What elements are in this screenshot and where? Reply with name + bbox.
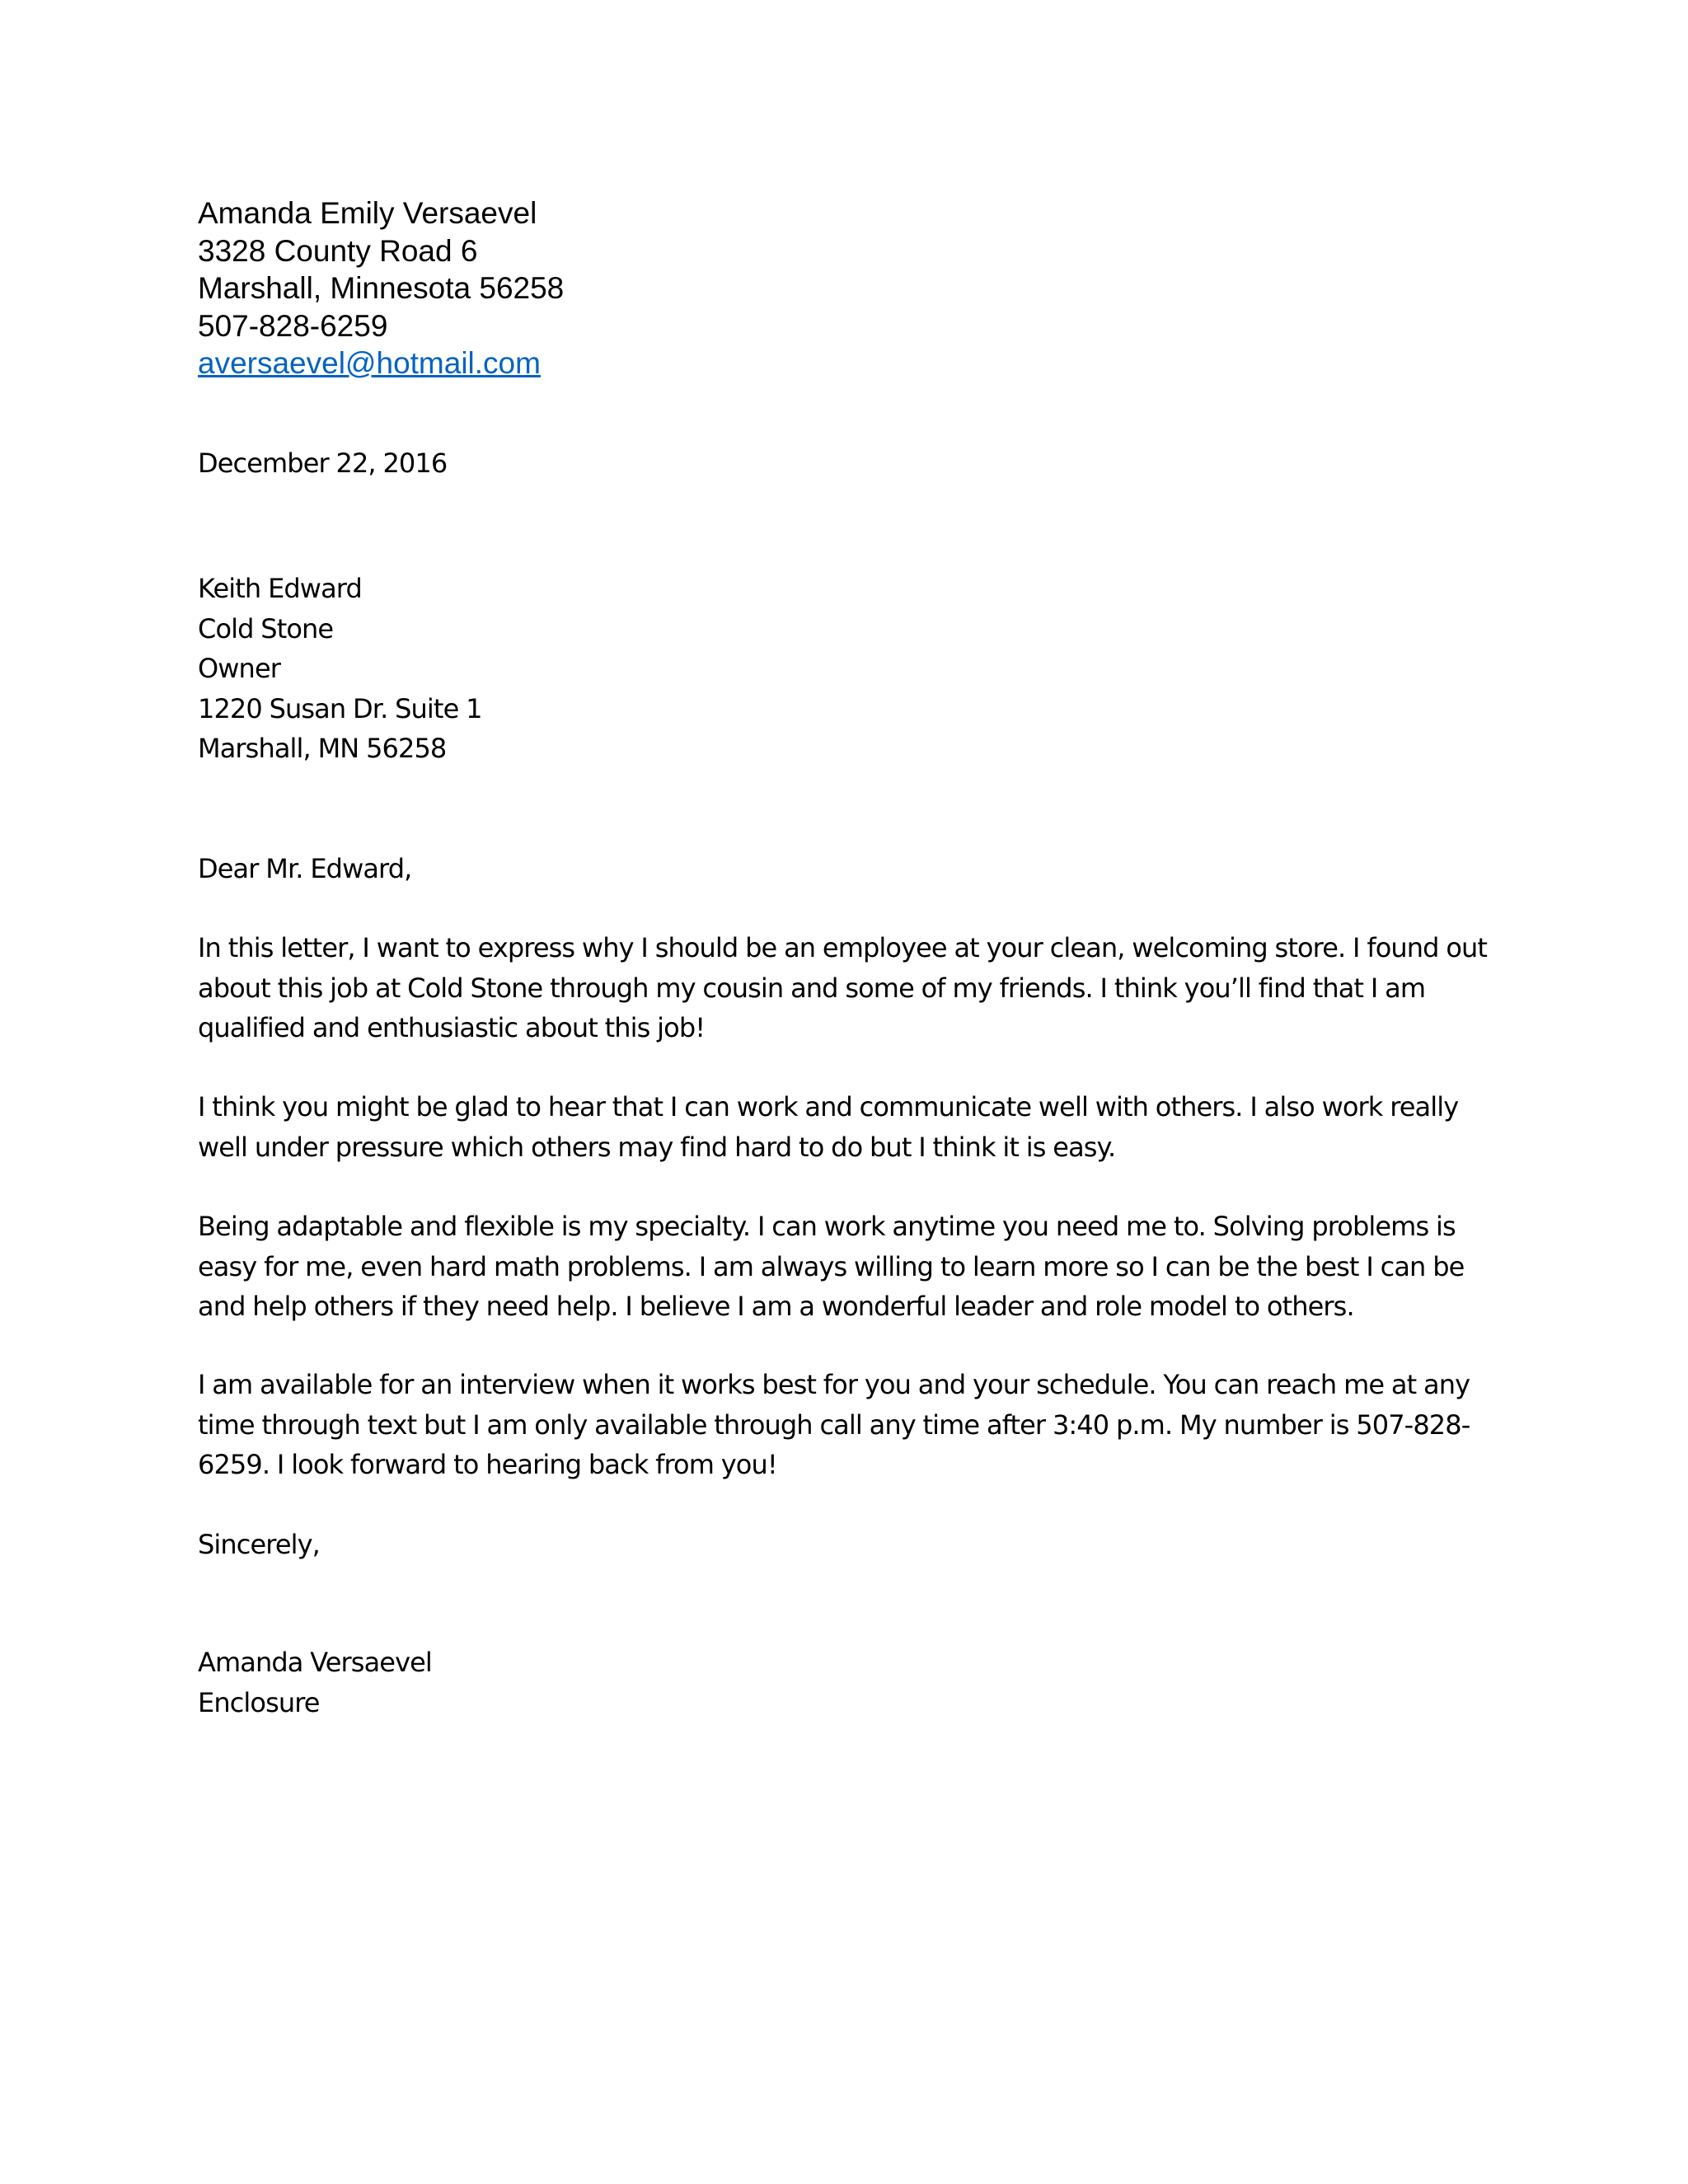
paragraph-line: time through text but I am only available through call any time after 3:40 p.m. My number is 507-828- bbox=[198, 1408, 1470, 1441]
recipient-block bbox=[198, 569, 482, 769]
paragraph-line: well under pressure which others may find hard to do but I think it is easy. bbox=[198, 1131, 1116, 1163]
paragraph-line: about this job at Cold Stone through my cousin and some of my friends. I think you’ll find that I am bbox=[198, 972, 1426, 1004]
enclosure-note: Enclosure bbox=[198, 1686, 320, 1718]
paragraph-line: I am available for an interview when it works best for you and your schedule. You can reach me at any bbox=[198, 1369, 1470, 1400]
sender-street: 3328 County Road 6 bbox=[198, 233, 478, 268]
paragraph-line: In this letter, I want to express why I should be an employee at your clean, welcoming store. I found out bbox=[198, 932, 1488, 963]
letter-date: December 22, 2016 bbox=[198, 448, 448, 479]
paragraph-line: I think you might be glad to hear that I can work and communicate well with others. I also work really bbox=[198, 1091, 1459, 1122]
paragraph-line: 6259. I look forward to hearing back from you! bbox=[198, 1449, 777, 1480]
recipient-name: Keith Edward bbox=[198, 573, 362, 604]
recipient-company: Cold Stone bbox=[198, 612, 334, 644]
paragraph-line: Being adaptable and flexible is my specialty. I can work anytime you need me to. Solving problems is bbox=[198, 1211, 1456, 1242]
paragraph-line: and help others if they need help. I believe I am a wonderful leader and role model to others. bbox=[198, 1291, 1354, 1322]
sender-block bbox=[198, 194, 564, 382]
sender-phone: 507-828-6259 bbox=[198, 308, 388, 343]
recipient-city-state-zip: Marshall, MN 56258 bbox=[198, 733, 447, 764]
sender-name: Amanda Emily Versaevel bbox=[198, 196, 537, 230]
salutation: Dear Mr. Edward, bbox=[198, 853, 412, 884]
paragraph-line: easy for me, even hard math problems. I am always willing to learn more so I can be the best I can be bbox=[198, 1250, 1465, 1282]
body-paragraph-1 bbox=[198, 928, 1488, 1048]
sender-city-state-zip: Marshall, Minnesota 56258 bbox=[198, 271, 565, 305]
body-paragraph-2 bbox=[198, 1087, 1484, 1167]
recipient-title: Owner bbox=[198, 653, 280, 684]
body-paragraph-3 bbox=[198, 1207, 1484, 1327]
paragraph-line: qualified and enthusiastic about this job! bbox=[198, 1012, 706, 1043]
closing: Sincerely, bbox=[198, 1529, 320, 1560]
signature-name: Amanda Versaevel bbox=[198, 1647, 432, 1678]
sender-email-link[interactable]: aversaevel@hotmail.com bbox=[198, 346, 541, 380]
body-paragraph-4 bbox=[198, 1365, 1484, 1485]
recipient-street: 1220 Susan Dr. Suite 1 bbox=[198, 692, 482, 724]
signature-block bbox=[198, 1643, 432, 1722]
